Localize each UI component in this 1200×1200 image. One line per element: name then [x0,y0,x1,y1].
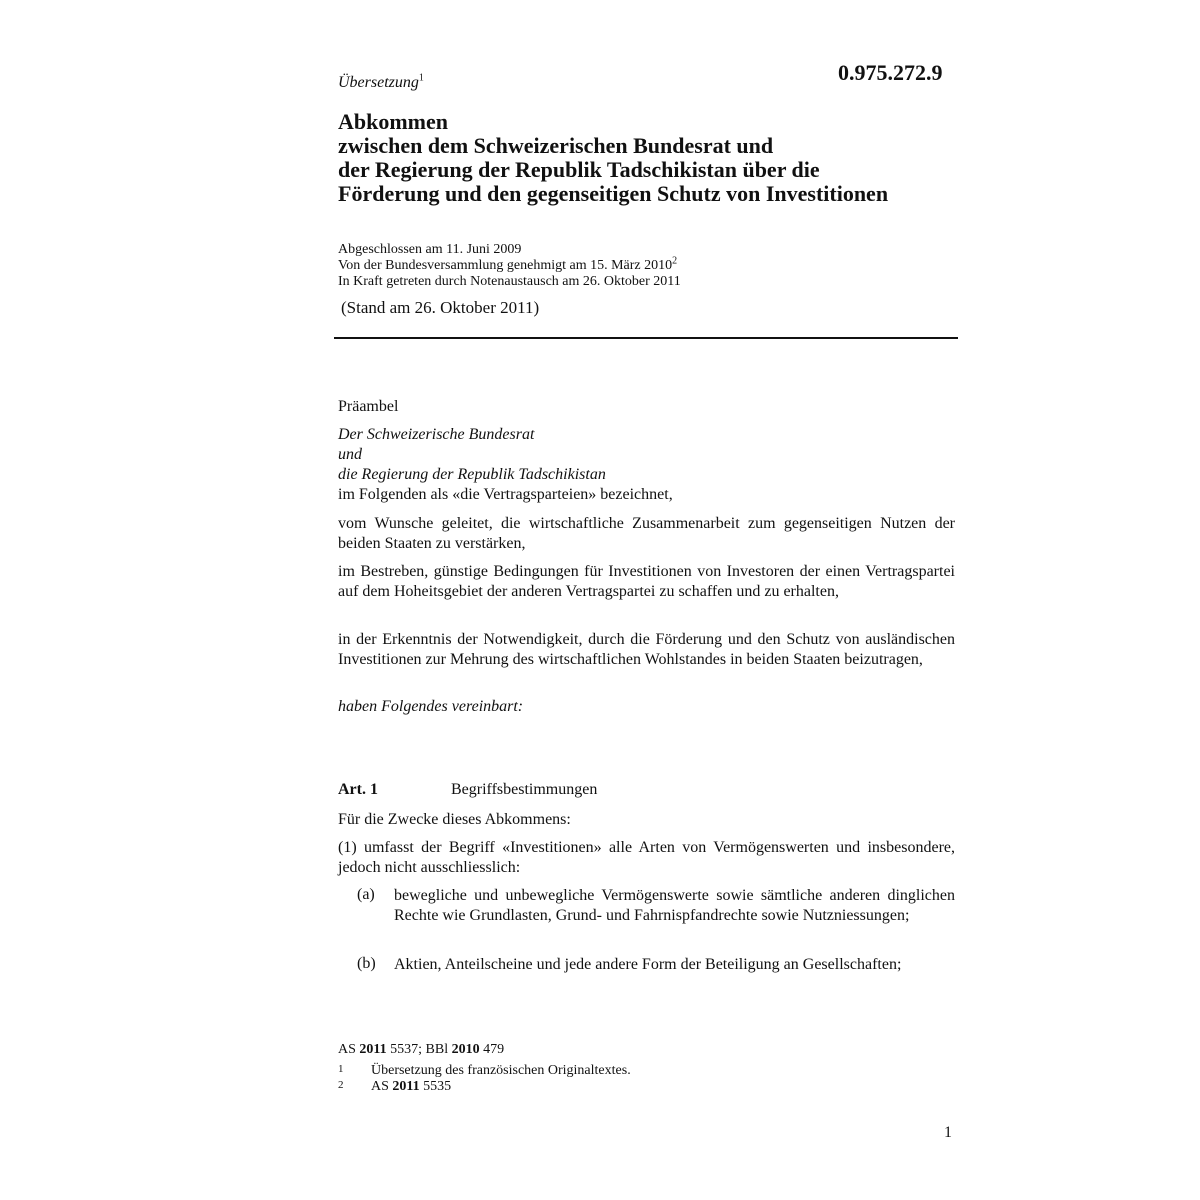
footnote-number: 1 [338,1063,344,1075]
agreement-clause: haben Folgendes vereinbart: [338,698,524,715]
footnote-number: 2 [338,1079,344,1091]
footnote-ref-1[interactable]: 1 [418,72,424,84]
article-title: Begriffsbestimmungen [451,781,598,798]
parties-designation: im Folgenden als «die Vertragsparteien» bezeichnet, [338,486,673,503]
page-number: 1 [944,1124,952,1141]
as-year: 2011 [359,1042,387,1057]
as-page: 5537; BBl [390,1042,449,1057]
preamble-paragraph: im Bestreben, günstige Bedingungen für Investitionen von Investoren der einen Vertragspartei auf dem Hoheitsgebiet der anderen Vertragspartei zu schaffen und zu erhalten, [338,563,955,600]
preamble-paragraph: in der Erkenntnis der Notwendigkeit, durch die Förderung und den Schutz von ausländischen Investitionen zur Mehrung des wirtschaftlichen Wohlstandes in beiden Staaten beizutragen, [338,631,955,668]
preamble-paragraph: vom Wunsche geleitet, die wirtschaftliche Zusammenarbeit zum gegenseitigen Nutzen der beiden Staaten zu verstärken, [338,515,955,552]
article-number: Art. 1 [338,781,378,798]
list-item-label: (a) [357,886,375,903]
concluded-date: Abgeschlossen am 11. Juni 2009 [338,242,522,257]
list-item-text: bewegliche und unbewegliche Vermögenswerte sowie sämtliche anderen dinglichen Rechte wie Grundlasten, Grund- und Fahrnispfandrechte sowie Nutzniessungen; [394,887,955,924]
preamble-parties [338,425,955,505]
fn2-prefix: AS [371,1079,389,1094]
party-2: die Regierung der Republik Tadschikistan [338,466,606,483]
article-paragraph: (1) umfasst der Begriff «Investitionen» alle Arten von Vermögenswerten und insbesondere, jedoch nicht ausschliesslich: [338,839,955,876]
list-item-text: Aktien, Anteilscheine und jede andere Form der Beteiligung an Gesellschaften; [394,956,902,973]
as-prefix: AS [338,1042,356,1057]
sr-number: 0.975.272.9 [838,60,943,85]
in-force-date: In Kraft getreten durch Notenaustausch am 26. Oktober 2011 [338,274,681,289]
translation-label [338,74,424,92]
treaty-metadata [338,242,681,290]
article-intro: Für die Zwecke dieses Abkommens: [338,811,571,828]
approval-date-text: Von der Bundesversammlung genehmigt am 15. März 2010 [338,258,673,273]
conjunction: und [338,446,362,463]
publication-reference [338,1042,504,1058]
translation-label-text: Übersetzung [338,74,419,91]
footnote-text: Übersetzung des französischen Originaltextes. [371,1063,631,1078]
status-date: (Stand am 26. Oktober 2011) [341,298,540,317]
fn2-page: 5535 [423,1079,452,1094]
list-item-label: (b) [357,955,376,972]
footnote-text [371,1079,451,1095]
title-line: Abkommen [338,109,449,134]
preamble-heading: Präambel [338,398,399,415]
approval-date [338,255,681,274]
document-title [338,110,978,206]
title-line: der Regierung der Republik Tadschikistan über die [338,157,820,182]
fn2-year: 2011 [392,1079,420,1094]
bbl-page: 479 [483,1042,505,1057]
header-divider [334,337,958,339]
bbl-year: 2010 [451,1042,480,1057]
title-line: Förderung und den gegenseitigen Schutz von Investitionen [338,181,889,206]
party-1: Der Schweizerische Bundesrat [338,426,535,443]
title-line: zwischen dem Schweizerischen Bundesrat und [338,133,774,158]
footnote-ref-2[interactable]: 2 [672,255,678,267]
